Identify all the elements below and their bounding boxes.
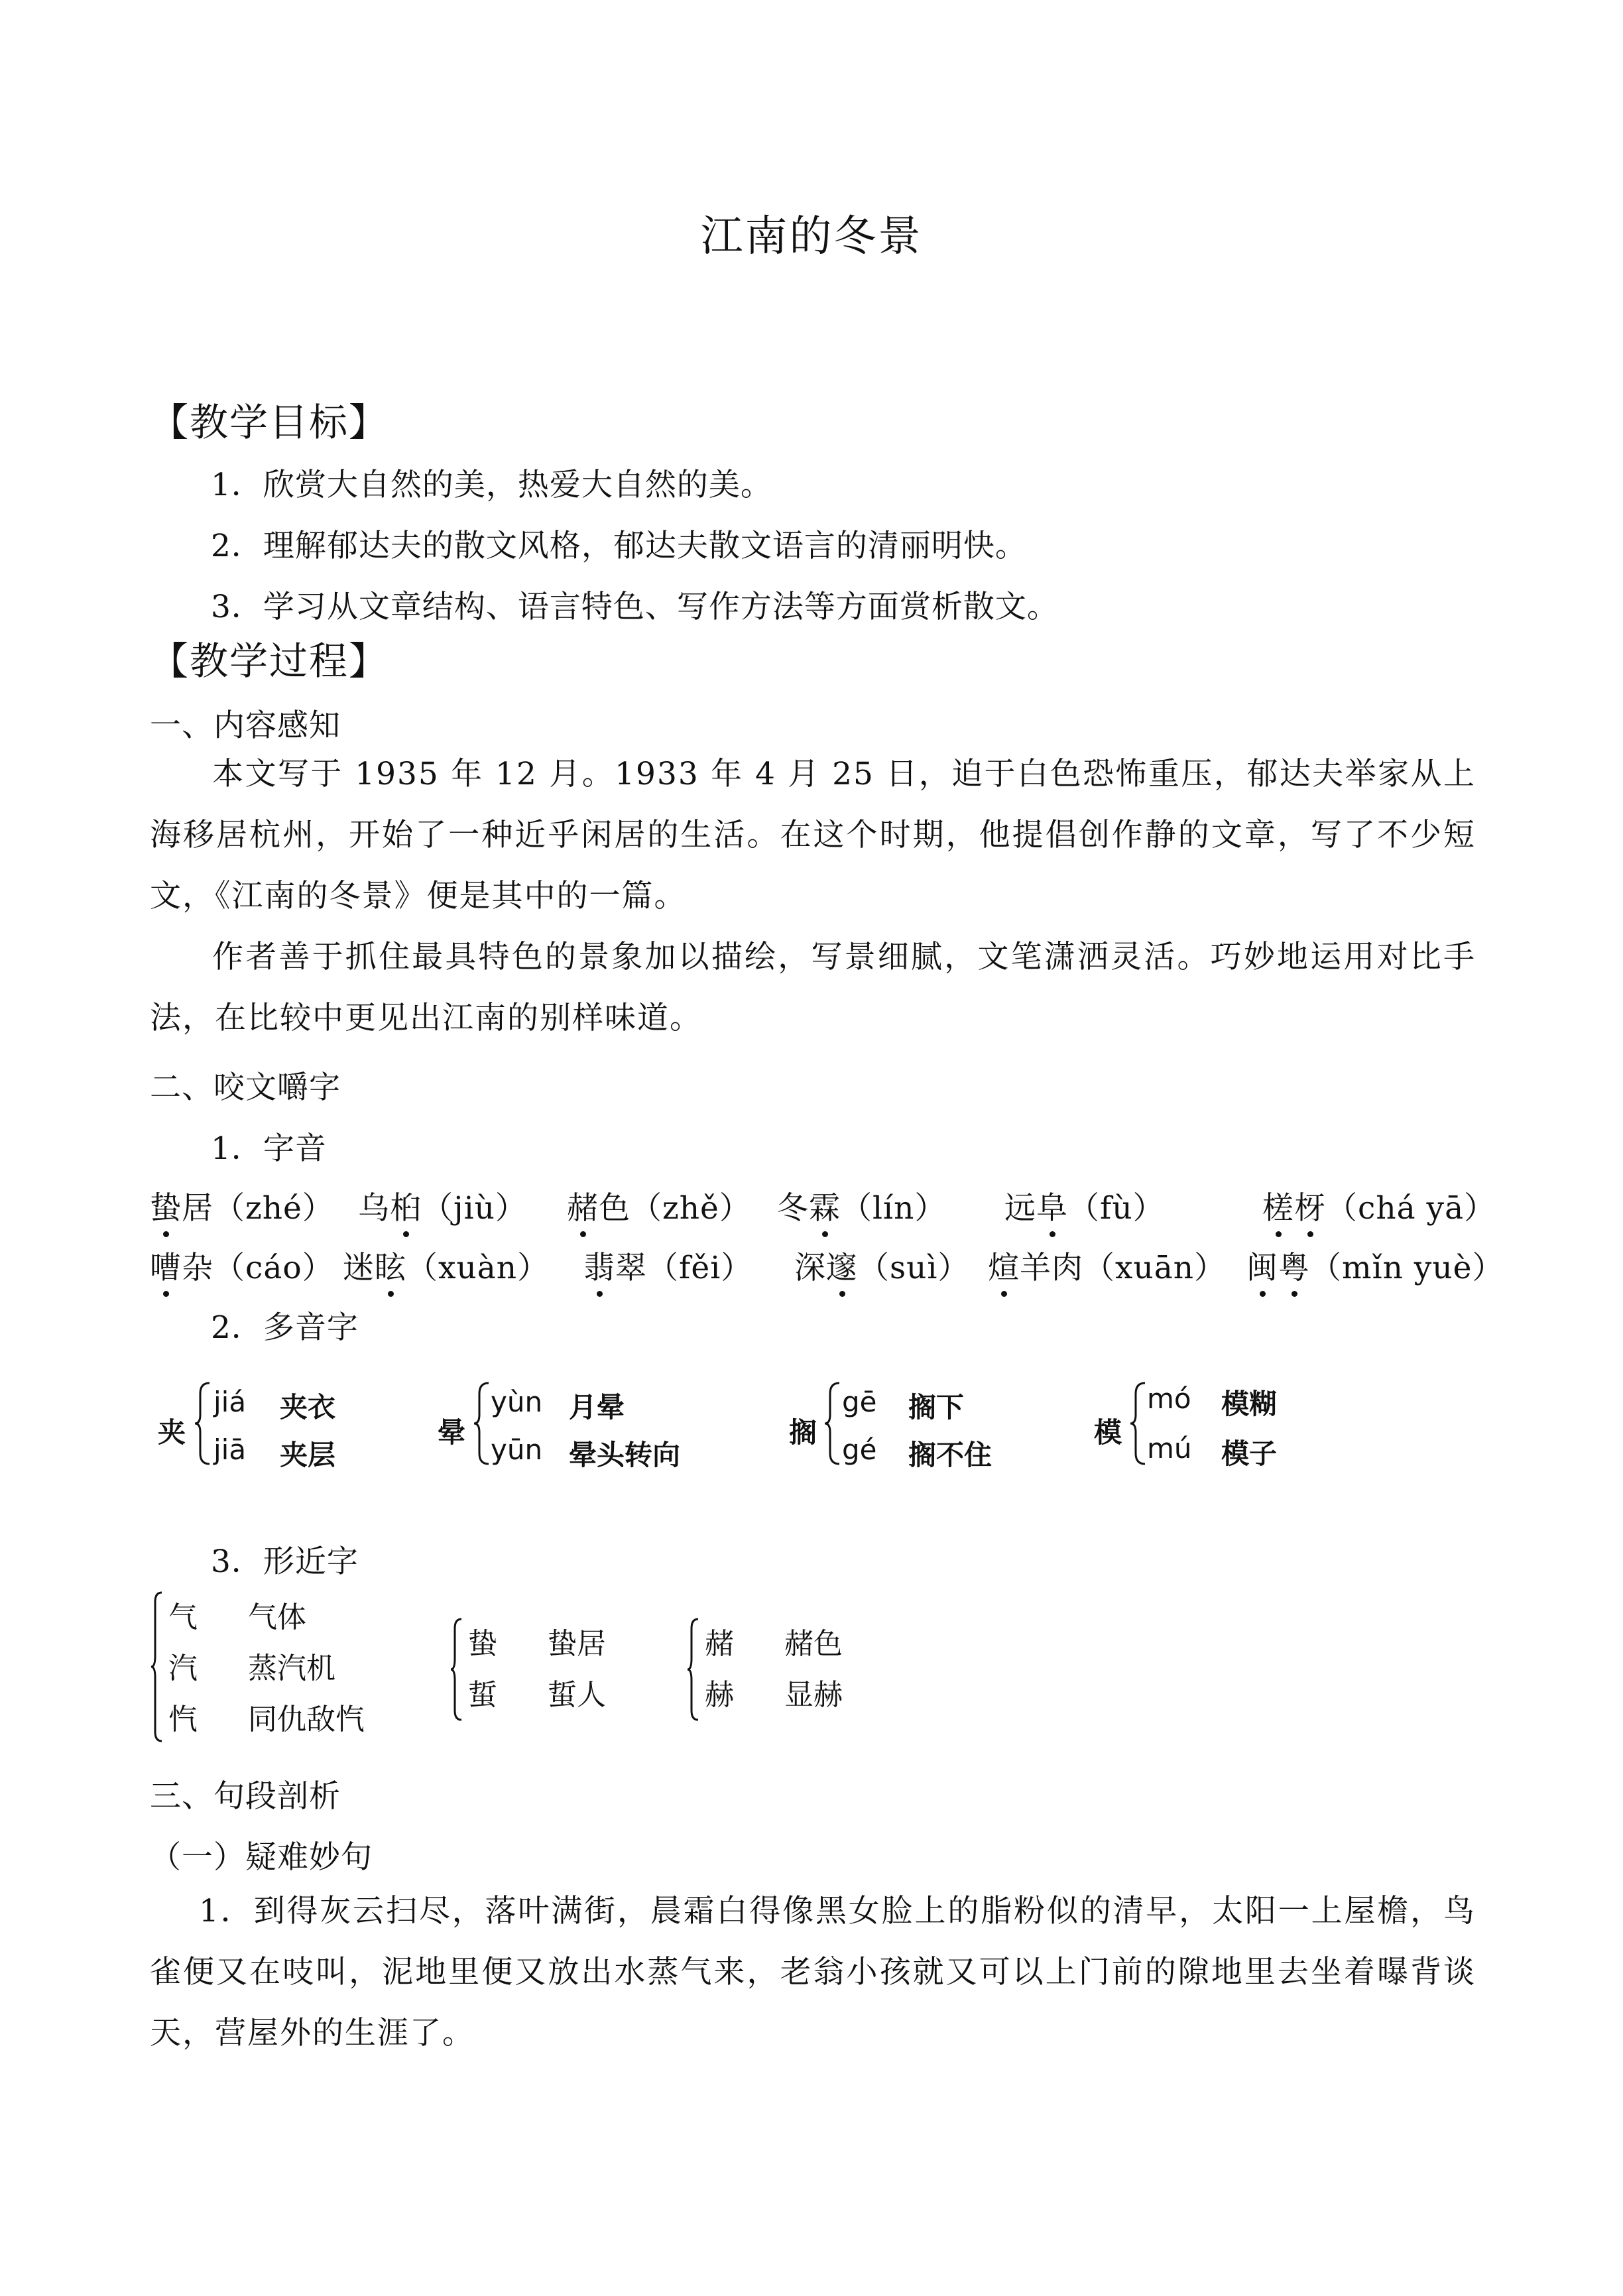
- similar-word: 蜇人: [548, 1678, 606, 1712]
- section1-para1: 本文写于 1935 年 12 月。1933 年 4 月 25 日，迫于白色恐怖重压，郁达夫举家从上海移居杭州，开始了一种近乎闲居的生活。在这个时期，他提倡创作静的文章，写了不少短文，《江南的冬景》便是其中的一篇。: [150, 756, 1476, 914]
- similar-char: 赭: [705, 1627, 734, 1661]
- pron-word-3: 赭色（zhě）: [567, 1183, 751, 1228]
- goal-item-3: 3．学习从文章结构、语言特色、写作方法等方面赏析散文。: [211, 589, 1059, 625]
- pron-word-9: 翡翠（fěi）: [583, 1243, 752, 1288]
- pron-word-7: 嘈杂（cáo）: [150, 1243, 334, 1288]
- poly-word: 月晕: [569, 1391, 625, 1423]
- pron-word-11: 煊羊肉（xuān）: [988, 1243, 1226, 1288]
- pron-title: 1．字音: [211, 1130, 327, 1167]
- section1-title: 一、内容感知: [150, 707, 341, 744]
- goal-item-1: 1．欣赏大自然的美，热爱大自然的美。: [211, 467, 772, 503]
- similar-word: 蛰居: [548, 1627, 606, 1661]
- pron-word-10: 深邃（suì）: [794, 1243, 969, 1288]
- pron-word-4: 冬霖（lín）: [777, 1183, 946, 1228]
- poly-word: 搁下: [908, 1391, 965, 1423]
- pron-word-5: 远阜（fù）: [1004, 1183, 1165, 1228]
- pron-word-6: 槎枒（chá yā）: [1262, 1183, 1496, 1228]
- similar-char: 汽: [168, 1652, 198, 1685]
- goals-heading: 【教学目标】: [150, 400, 389, 445]
- brace-icon: [823, 1380, 842, 1467]
- pron-word-2: 乌桕（jiù）: [358, 1183, 527, 1228]
- brace-icon: [194, 1380, 212, 1467]
- poly-pinyin: yūn: [491, 1433, 543, 1466]
- poly-word: 搁不住: [908, 1439, 992, 1471]
- similar-char: 蛰: [468, 1627, 497, 1661]
- similar-char: 气: [168, 1601, 198, 1634]
- similar-word: 同仇敌忾: [248, 1703, 365, 1736]
- poly-char: 模: [1094, 1416, 1122, 1449]
- brace-icon: [473, 1380, 491, 1467]
- similar-word: 赭色: [784, 1627, 843, 1661]
- section3-title: 三、句段剖析: [150, 1778, 341, 1815]
- brace-icon: [150, 1590, 164, 1744]
- poly-pinyin: jiá: [213, 1386, 247, 1418]
- pron-word-1: 蛰居（zhé）: [150, 1183, 334, 1228]
- similar-title: 3．形近字: [211, 1543, 359, 1580]
- section2-title: 二、咬文嚼字: [150, 1069, 341, 1106]
- poly-word: 晕头转向: [569, 1439, 681, 1471]
- poly-word: 夹层: [280, 1439, 336, 1471]
- process-heading: 【教学过程】: [150, 638, 389, 684]
- brace-icon: [450, 1616, 464, 1722]
- brace-icon: [686, 1616, 701, 1722]
- poly-pinyin: yùn: [491, 1386, 543, 1418]
- section3-item-1: 1．到得灰云扫尽，落叶满街，晨霜白得像黑女脸上的脂粉似的清早，太阳一上屋檐，鸟雀便又在吱叫，泥地里便又放出水蒸气来，老翁小孩就又可以上门前的隙地里去坐着曝背谈天，营屋外的生涯了。: [150, 1893, 1476, 2051]
- pron-word-8: 迷眩（xuàn）: [343, 1243, 549, 1288]
- poly-pinyin: gé: [842, 1433, 877, 1466]
- similar-word: 气体: [248, 1601, 306, 1634]
- poly-char: 夹: [158, 1416, 186, 1449]
- goal-item-2: 2．理解郁达夫的散文风格，郁达夫散文语言的清丽明快。: [211, 528, 1027, 564]
- similar-char: 忾: [168, 1703, 198, 1736]
- poly-char: 搁: [789, 1416, 817, 1449]
- poly-pinyin: mú: [1147, 1432, 1192, 1465]
- poly-pinyin: jiā: [213, 1433, 247, 1466]
- brace-icon: [1129, 1380, 1148, 1467]
- poly-char: 晕: [438, 1416, 466, 1449]
- similar-word: 蒸汽机: [248, 1652, 335, 1685]
- section3-subtitle: （一）疑难妙句: [150, 1839, 373, 1876]
- pron-word-12: 闽粤（mǐn yuè）: [1246, 1243, 1504, 1288]
- similar-word: 显赫: [784, 1678, 843, 1712]
- poly-pinyin: mó: [1147, 1382, 1191, 1415]
- poly-pinyin: gē: [842, 1386, 877, 1418]
- poly-word: 夹衣: [280, 1391, 336, 1423]
- page-title: 江南的冬景: [700, 212, 923, 261]
- poly-word: 模子: [1221, 1437, 1278, 1470]
- poly-title: 2．多音字: [211, 1309, 359, 1346]
- poly-word: 模糊: [1221, 1388, 1278, 1420]
- section1-para2: 作者善于抓住最具特色的景象加以描绘，写景细腻，文笔潇洒灵活。巧妙地运用对比手法，在比较中更见出江南的别样味道。: [150, 939, 1476, 1036]
- similar-char: 赫: [705, 1678, 734, 1712]
- similar-char: 蜇: [468, 1678, 497, 1712]
